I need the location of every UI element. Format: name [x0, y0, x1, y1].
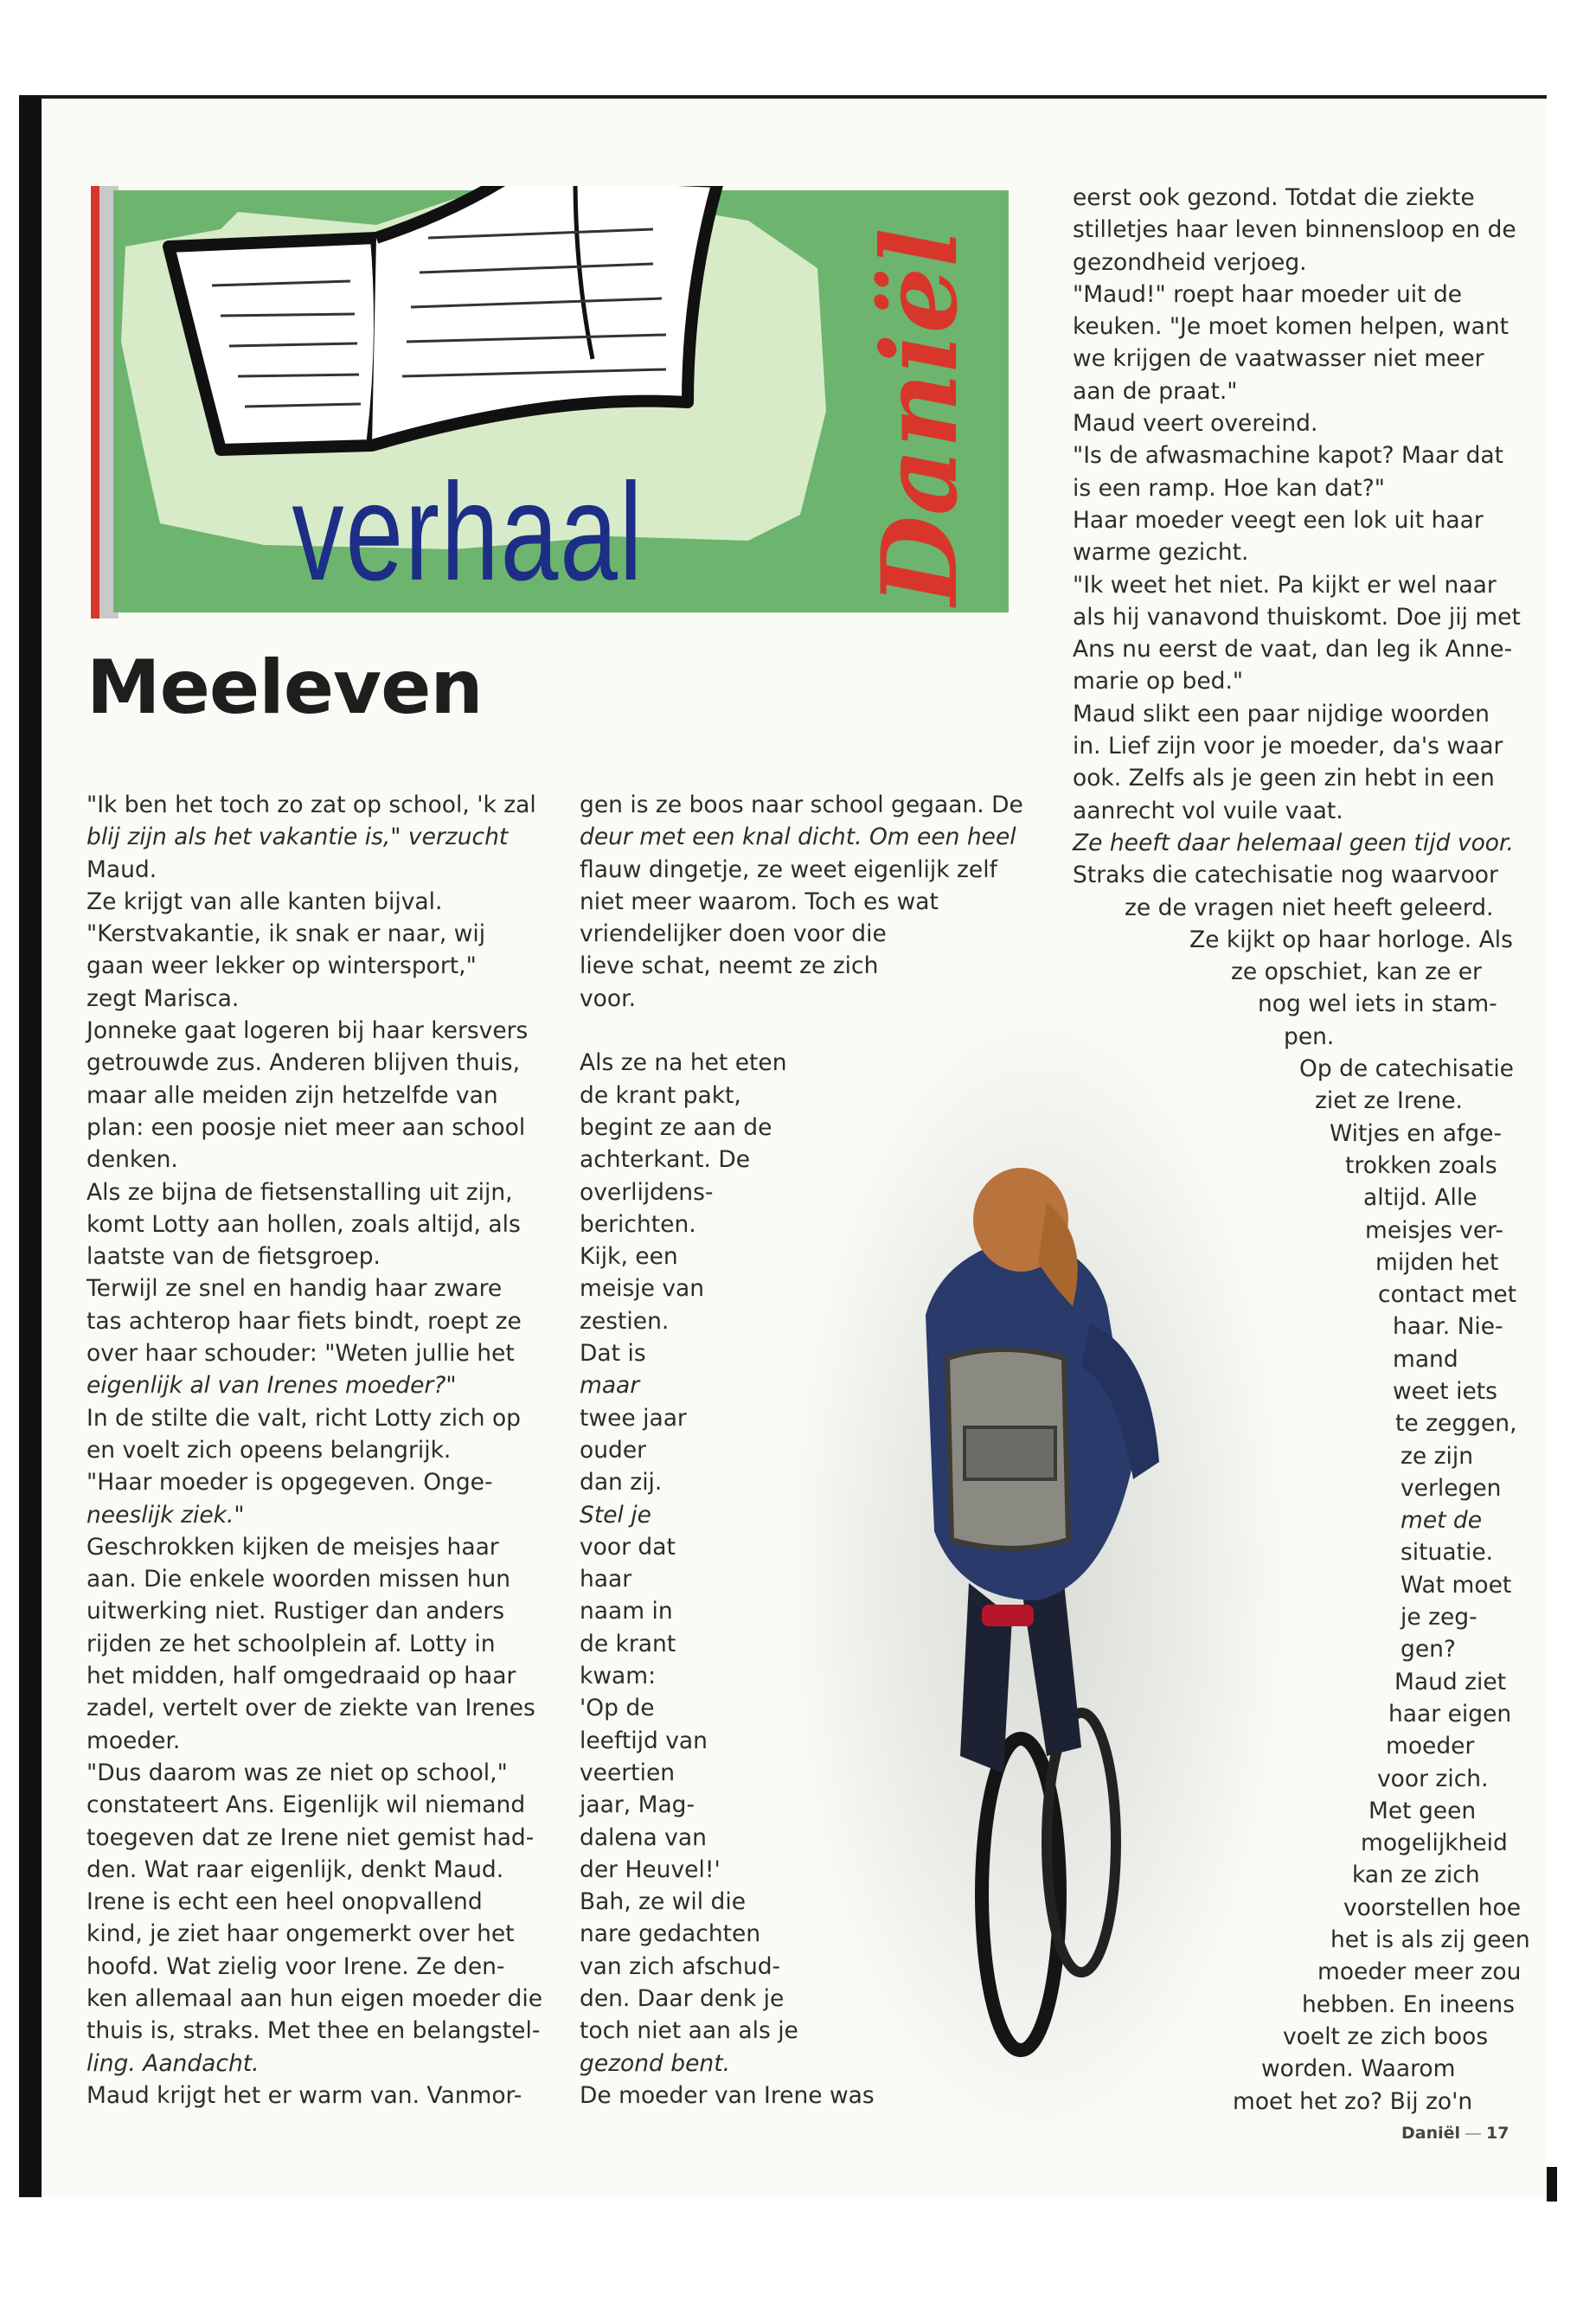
text-line: zestien. — [580, 1307, 670, 1335]
text-line: ze opschiet, kan ze er — [1231, 958, 1482, 986]
text-line: achterkant. De — [580, 1146, 751, 1174]
text-line: neeslijk ziek." — [87, 1501, 245, 1529]
text-line: ken allemaal aan hun eigen moeder die — [87, 1984, 543, 2012]
text-line: Witjes en afge- — [1330, 1119, 1503, 1147]
text-line: "Haar moeder is opgegeven. Onge- — [87, 1469, 493, 1497]
text-line: meisje van — [580, 1275, 705, 1303]
text-line: ouder — [580, 1436, 647, 1464]
text-line: Als ze na het eten — [580, 1049, 787, 1077]
text-line: Irene is echt een heel onopvallend — [87, 1888, 483, 1916]
text-line: Als ze bijna de fietsenstalling uit zijn, — [87, 1178, 513, 1206]
article-title: Meeleven — [87, 644, 483, 731]
text-line: der Heuvel!' — [580, 1856, 721, 1883]
text-line: "Dus daarom was ze niet op school," — [87, 1759, 508, 1786]
text-line: van zich afschud- — [580, 1952, 781, 1980]
banner-word: verhaal — [292, 454, 643, 609]
text-line: in. Lief zijn voor je moeder, da's waar — [1073, 733, 1503, 760]
text-line: ling. Aandacht. — [87, 2049, 260, 2077]
text-line: lieve schat, neemt ze zich — [580, 952, 879, 980]
text-line: berichten. — [580, 1210, 696, 1238]
scan-margin-right — [1547, 95, 1596, 2301]
text-line: den. Wat raar eigenlijk, denkt Maud. — [87, 1856, 504, 1883]
text-line: Maud krijgt het er warm van. Vanmor- — [87, 2081, 522, 2109]
text-line: Bah, ze wil die — [580, 1888, 747, 1916]
text-line: Terwijl ze snel en handig haar zware — [87, 1275, 503, 1303]
text-line: gaan weer lekker op wintersport," — [87, 952, 477, 980]
text-line: haar. Nie- — [1393, 1313, 1503, 1341]
text-line: het midden, half omgedraaid op haar — [87, 1663, 516, 1690]
text-line: voorstellen hoe — [1343, 1894, 1522, 1921]
text-line: laatste van de fietsgroep. — [87, 1243, 381, 1271]
text-line: Ans nu eerst de vaat, dan leg ik Anne- — [1073, 636, 1513, 663]
text-line: mogelijkheid — [1361, 1830, 1508, 1857]
text-line: haar eigen — [1388, 1700, 1512, 1727]
text-line: getrouwde zus. Anderen blijven thuis, — [87, 1049, 520, 1077]
text-line: marie op bed." — [1073, 668, 1244, 695]
text-line: deur met een knal dicht. Om een heel — [580, 824, 1016, 851]
text-line — [580, 1015, 1029, 1047]
text-line: blij zijn als het vakantie is," verzucht — [87, 824, 509, 851]
text-line: worden. Waarom — [1261, 2055, 1456, 2083]
text-line: keuken. "Je moet komen helpen, want — [1073, 313, 1509, 341]
text-line: en voelt zich opeens belangrijk. — [87, 1436, 452, 1464]
text-line: nog wel iets in stam- — [1258, 990, 1497, 1018]
text-line: hebben. En ineens — [1302, 1990, 1516, 2018]
text-line: je zeg- — [1401, 1604, 1477, 1631]
text-line: Haar moeder veegt een lok uit haar — [1073, 506, 1484, 534]
text-line: stilletjes haar leven binnensloop en de — [1073, 216, 1516, 244]
text-line: verlegen — [1401, 1474, 1502, 1502]
text-line: leeftijd van — [580, 1727, 708, 1754]
text-line: Ze kijkt op haar horloge. Als — [1189, 926, 1513, 953]
text-line: gen? — [1401, 1636, 1456, 1663]
text-line: den. Daar denk je — [580, 1984, 785, 2012]
text-line: twee jaar — [580, 1404, 687, 1432]
text-line: moet het zo? Bij zo'n — [1233, 2087, 1473, 2115]
text-line: denken. — [87, 1146, 178, 1174]
text-line: haar — [580, 1566, 632, 1593]
story-banner — [91, 186, 1012, 619]
text-line: Ze heeft daar helemaal geen tijd voor. — [1073, 829, 1514, 856]
text-line: aan. Die enkele woorden missen hun — [87, 1566, 511, 1593]
text-line: Kijk, een — [580, 1243, 678, 1271]
text-line: moeder meer zou — [1317, 1958, 1522, 1986]
text-line: voor. — [580, 984, 636, 1012]
text-line: maar alle meiden zijn hetzelfde van — [87, 1081, 498, 1109]
text-line: Maud slikt een paar nijdige woorden — [1073, 700, 1490, 727]
text-line: is een ramp. Hoe kan dat?" — [1073, 474, 1385, 502]
text-line: vriendelijker doen voor die — [580, 920, 887, 948]
text-line: Wat moet — [1401, 1571, 1512, 1599]
text-line: voor dat — [580, 1533, 676, 1561]
footer-magazine-name: Daniël — [1401, 2124, 1461, 2143]
text-line: Maud veert overeind. — [1073, 410, 1318, 438]
text-line: De moeder van Irene was — [580, 2081, 875, 2109]
text-line: ziet ze Irene. — [1315, 1087, 1463, 1115]
text-line: gezondheid verjoeg. — [1073, 248, 1307, 276]
text-line: Geschrokken kijken de meisjes haar — [87, 1533, 499, 1561]
text-line: ze de vragen niet heeft geleerd. — [1125, 894, 1494, 921]
text-line: gen is ze boos naar school gegaan. De — [580, 792, 1023, 818]
text-line: maar — [580, 1372, 640, 1400]
text-line: pen. — [1284, 1022, 1335, 1050]
text-line: dan zij. — [580, 1469, 663, 1497]
text-line: In de stilte die valt, richt Lotty zich op — [87, 1404, 521, 1432]
text-line: Jonneke gaat logeren bij haar kersvers — [87, 1017, 529, 1045]
text-line: voelt ze zich boos — [1283, 2022, 1489, 2050]
text-line: trokken zoals — [1345, 1151, 1497, 1179]
text-line: rijden ze het schoolplein af. Lotty in — [87, 1630, 496, 1657]
text-line: begint ze aan de — [580, 1113, 772, 1141]
text-line: over haar schouder: "Weten jullie het — [87, 1340, 515, 1368]
footer-separator — [1465, 2133, 1481, 2135]
text-line: toegeven dat ze Irene niet gemist had- — [87, 1823, 535, 1851]
text-line: niet meer waarom. Toch es wat — [580, 888, 939, 915]
page-footer — [1401, 2124, 1509, 2143]
text-line: "Ik weet het niet. Pa kijkt er wel naar — [1073, 571, 1497, 599]
text-line: eerst ook gezond. Totdat die ziekte — [1073, 184, 1475, 211]
text-line: Met geen — [1368, 1797, 1477, 1824]
text-line: ze zijn — [1401, 1442, 1474, 1470]
text-line: komt Lotty aan hollen, zoals altijd, als — [87, 1210, 521, 1238]
text-line: voor zich. — [1377, 1765, 1489, 1792]
text-line: uitwerking niet. Rustiger dan anders — [87, 1598, 505, 1625]
text-line: Stel je — [580, 1501, 651, 1529]
text-line: als hij vanavond thuiskomt. Doe jij met — [1073, 603, 1521, 631]
text-line: "Is de afwasmachine kapot? Maar dat — [1073, 442, 1504, 470]
text-line: contact met — [1378, 1281, 1517, 1309]
text-line: eigenlijk al van Irenes moeder?" — [87, 1372, 457, 1400]
text-line: overlijdens- — [580, 1178, 714, 1206]
text-line: de krant — [580, 1630, 676, 1657]
text-line: Straks die catechisatie nog waarvoor — [1073, 862, 1498, 889]
text-line: de krant pakt, — [580, 1081, 741, 1109]
text-line: mijden het — [1375, 1248, 1499, 1276]
text-line: gezond bent. — [580, 2049, 731, 2077]
text-line: 'Op de — [580, 1695, 655, 1722]
text-line: Maud ziet — [1394, 1668, 1507, 1695]
text-line: warme gezicht. — [1073, 539, 1249, 567]
text-line: ook. Zelfs als je geen zin hebt in een — [1073, 765, 1495, 792]
article-column-1 — [87, 789, 543, 2112]
text-line: Op de catechisatie — [1299, 1055, 1514, 1083]
text-line: zegt Marisca. — [87, 984, 240, 1012]
text-line: kind, je ziet haar ongemerkt over het — [87, 1920, 515, 1948]
text-line: "Maud!" roept haar moeder uit de — [1073, 280, 1463, 308]
article-column-2 — [580, 789, 1029, 2112]
text-line: het is als zij geen — [1330, 1926, 1530, 1954]
text-line: te zeggen, — [1395, 1410, 1517, 1438]
text-line: toch niet aan als je — [580, 2017, 798, 2045]
page-number: 17 — [1486, 2124, 1509, 2143]
text-line: altijd. Alle — [1363, 1184, 1477, 1212]
text-line: mand — [1393, 1345, 1458, 1373]
scan-edge-corner — [1547, 2167, 1557, 2202]
text-line: moeder. — [87, 1727, 181, 1754]
text-line: zadel, vertelt over de ziekte van Irenes — [87, 1695, 535, 1722]
text-line: dalena van — [580, 1823, 707, 1851]
text-line: veertien — [580, 1759, 676, 1786]
text-line: nare gedachten — [580, 1920, 761, 1948]
text-line: met de — [1401, 1507, 1483, 1535]
banner-red-stripe — [91, 186, 99, 619]
text-line: kan ze zich — [1352, 1862, 1480, 1889]
article-column-3 — [1073, 182, 1540, 2118]
text-line: flauw dingetje, ze weet eigenlijk zelf — [580, 856, 997, 883]
text-line: situatie. — [1401, 1539, 1494, 1567]
text-line: meisjes ver- — [1365, 1216, 1503, 1244]
text-line: "Kerstvakantie, ik snak er naar, wij — [87, 920, 486, 948]
scan-edge-left — [19, 95, 42, 2197]
text-line: tas achterop haar fiets bindt, roept ze — [87, 1307, 522, 1335]
text-line: constateert Ans. Eigenlijk wil niemand — [87, 1791, 526, 1819]
text-line: aanrecht vol vuile vaat. — [1073, 797, 1343, 824]
text-line: hoofd. Wat zielig voor Irene. Ze den- — [87, 1952, 505, 1980]
text-line: Maud. — [87, 856, 157, 883]
text-line: kwam: — [580, 1663, 657, 1690]
text-line: jaar, Mag- — [580, 1791, 695, 1819]
text-line: naam in — [580, 1598, 673, 1625]
text-line: aan de praat." — [1073, 377, 1238, 405]
text-line: thuis is, straks. Met thee en belangstel- — [87, 2017, 541, 2045]
text-line: moeder — [1386, 1733, 1475, 1760]
text-line: "Ik ben het toch zo zat op school, 'k zal — [87, 792, 536, 818]
text-line: we krijgen de vaatwasser niet meer — [1073, 345, 1484, 373]
text-line: weet iets — [1393, 1377, 1497, 1405]
text-line: plan: een poosje niet meer aan school — [87, 1113, 526, 1141]
banner-brand: Daniël — [859, 228, 981, 606]
text-line: Ze krijgt van alle kanten bijval. — [87, 888, 443, 915]
banner-graphic — [91, 186, 1012, 619]
text-line: Dat is — [580, 1340, 646, 1368]
